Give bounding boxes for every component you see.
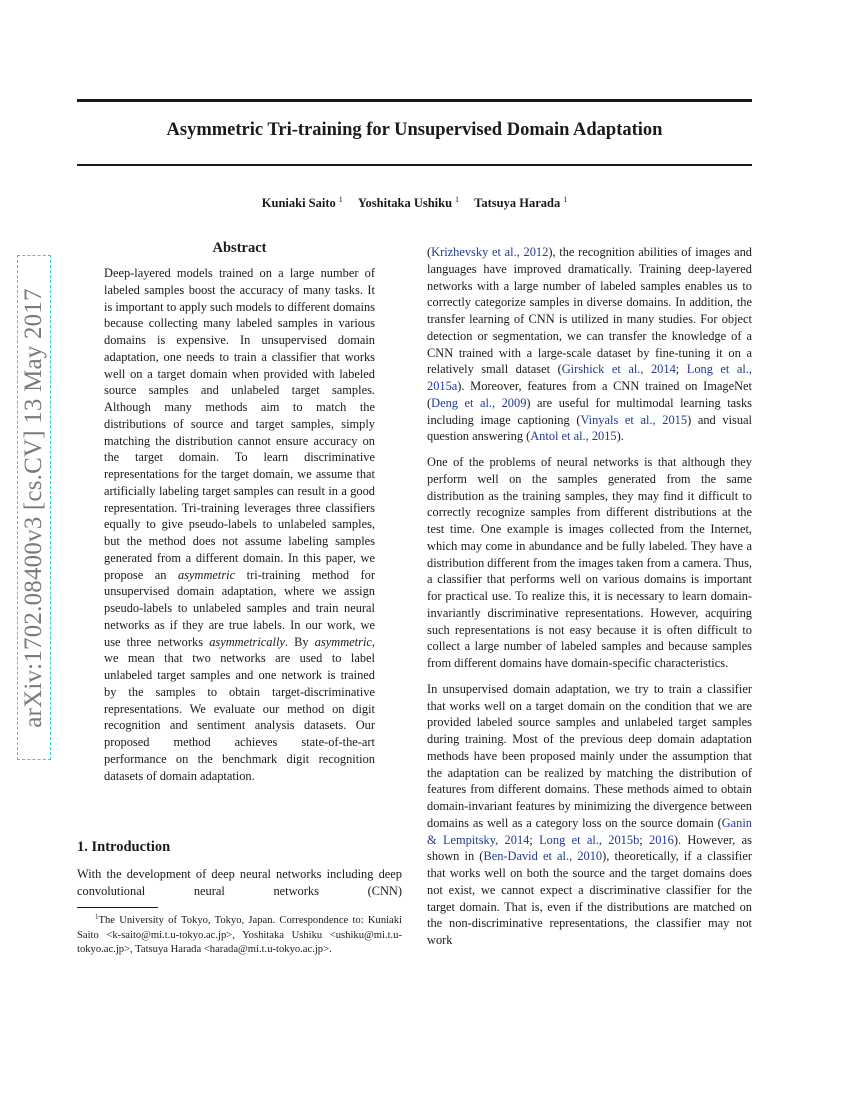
paragraph-text: In unsupervised domain adaptation, we try to train a classifier that works well on a target domain on the condition that we are provided labeled source samples and unlabeled target samples during training. Most of the previous deep domain adaptation methods have been proposed mainly under the assumption that the adaptation can be realized by matching the distribution of features from different domains. These methods aimed to obtain domain-invariant features by minimizing the divergence between domains as well as a category loss on the source domain ( — [427, 681, 752, 830]
abstract-text: . By — [284, 634, 315, 649]
citation-link[interactable]: Long et al., 2015a — [427, 362, 753, 393]
citation-link[interactable]: Antol et al., 2015 — [530, 429, 617, 444]
citation-link[interactable]: Ben-David et al., 2010 — [483, 849, 603, 864]
title-rule-top — [77, 99, 752, 102]
citation-link[interactable]: Deng et al., 2009 — [431, 395, 527, 410]
author — [262, 196, 343, 210]
abstract-body — [104, 265, 375, 784]
intro-paragraph — [427, 681, 752, 949]
abstract-text: , we mean that two networks are used to label unlabeled target samples and one network is trained by the samples to obtain target-discriminative representations. We evaluate our method on digit recognition and sentiment analysis datasets. Our proposed method achieves state-of-the-art performance on the benchmark digit recognition datasets of domain adaptation. — [104, 634, 375, 783]
intro-paragraph: With the development of deep neural networks including deep convolutional neural networks (CNN) — [77, 867, 402, 898]
footnote-text: The University of Tokyo, Tokyo, Japan. Correspondence to: Kuniaki Saito <k-saito@mi.t.u-tokyo.ac.jp>, Yoshitaka Ushiku <ushiku@mi.t.u-tokyo.ac.jp>, Tatsuya Harada <harada@mi.t.u-tokyo.ac.jp>. — [77, 915, 402, 955]
author-list — [77, 195, 752, 211]
author — [474, 196, 567, 210]
paragraph-text: ). — [616, 429, 624, 444]
paragraph-text: ; — [529, 832, 540, 847]
abstract-heading: Abstract — [212, 240, 267, 256]
abstract-text: tri-training method for unsupervised domain adaptation, where we assign pseudo-labels to unlabeled samples and train neural networks as if they are true labels. In our work, we use three networks — [104, 567, 375, 649]
citation-link[interactable]: Vinyals et al., 2015 — [580, 412, 688, 427]
intro-paragraph — [427, 244, 752, 445]
author-name: Yoshitaka Ushiku — [357, 196, 453, 210]
paragraph-text: ). However, as shown in ( — [427, 832, 752, 864]
paper-title: Asymmetric Tri-training for Unsupervised Domain Adaptation — [166, 120, 663, 140]
arxiv-identifier: arXiv:1702.08400v3 [cs.CV] 13 May 2017 — [20, 287, 47, 728]
paragraph-text: ), theoretically, if a classifier that works well on both the source and the target domains does not exist, we cannot expect a discriminative classifier for the target domain. That is, even if the distributions are matched on the non-discriminative representations, the classifier may not work — [427, 849, 752, 947]
citation-link[interactable]: 2016 — [649, 832, 674, 847]
citation-link[interactable]: Krizhevsky et al., 2012 — [431, 245, 549, 259]
citation-link[interactable]: Ganin & Lempitsky, 2014 — [427, 815, 752, 847]
author — [358, 196, 459, 210]
paragraph-text: ) are useful for multimodal learning tasks including image captioning ( — [427, 395, 753, 427]
abstract-emphasis: asymmetric — [314, 634, 372, 649]
footnote — [77, 910, 402, 958]
footnote-rule — [77, 907, 158, 908]
affiliation-marker: 1 — [455, 195, 460, 204]
right-column — [427, 244, 752, 958]
abstract-text: Deep-layered models trained on a large number of labeled samples boost the accuracy of many tasks. It is important to apply such models to different domains because collecting many labeled samples in various domains is expensive. In unsupervised domain adaptation, one needs to train a classifier that works well on a target domain when provided with labeled source samples and unlabeled target samples. Although many methods aim to match the distributions of source and target samples, simply matching the distribution cannot ensure accuracy on the target domain. To learn discriminative representations for the target domain, we assume that artificially labeling target samples can result in a good representation. Tri-training leverages three classifiers equally to give pseudo-labels to unlabeled samples, but the method does not assume labeling samples generated from a different domain. In this paper, we propose an — [104, 266, 375, 582]
abstract-emphasis: asymmetrically — [209, 634, 285, 649]
section-heading-introduction: 1. Introduction — [77, 839, 171, 855]
intro-paragraph: One of the problems of neural networks is that although they perform well on the samples generated from the same distribution as the training samples, they may find it difficult to correctly recognize samples from different distributions at the test time. One example is images collected from the Internet, which may come in abundance and be fully labeled. They have a distribution different from the images taken from a camera. Thus, a classifier that performs well on various domains is important for practical use. To realize this, it is necessary to learn domain-invariantly discriminative representations. However, acquiring such representations is not easy because it is often difficult to collect a large number of labeled samples and because samples from different domains have domain-specific characteristics. — [427, 455, 752, 670]
paragraph-text: ) and visual question answering ( — [427, 412, 752, 444]
title-rule-bottom — [77, 164, 752, 166]
author-name: Tatsuya Harada — [474, 196, 561, 210]
paragraph-text: ; — [675, 362, 687, 377]
paragraph-text: ). Moreover, features from a CNN trained on ImageNet ( — [427, 379, 752, 410]
affiliation-marker: 1 — [563, 195, 568, 204]
author-name: Kuniaki Saito — [261, 196, 336, 210]
footnote-marker: 1 — [95, 913, 99, 921]
affiliation-marker: 1 — [338, 195, 343, 204]
arxiv-stamp — [17, 255, 51, 760]
citation-link[interactable]: Girshick et al., 2014 — [561, 362, 676, 377]
paragraph-text: ; — [639, 832, 650, 847]
paragraph-text: ( — [427, 245, 432, 259]
paragraph-text: ), the recognition abilities of images and languages have improved dramatically. Training deep-layered networks with a large number of labeled samples enables us to correctly categorize samples in diverse domains. In addition, the transfer learning of CNN is utilized in many studies. For object detection or segmentation, we can transfer the knowledge of a CNN trained with a large-scale dataset by fine-tuning it on a relatively small dataset ( — [427, 245, 752, 377]
left-column — [77, 240, 402, 784]
abstract-emphasis: asymmetric — [177, 567, 236, 582]
citation-link[interactable]: Long et al., 2015b — [539, 832, 640, 847]
